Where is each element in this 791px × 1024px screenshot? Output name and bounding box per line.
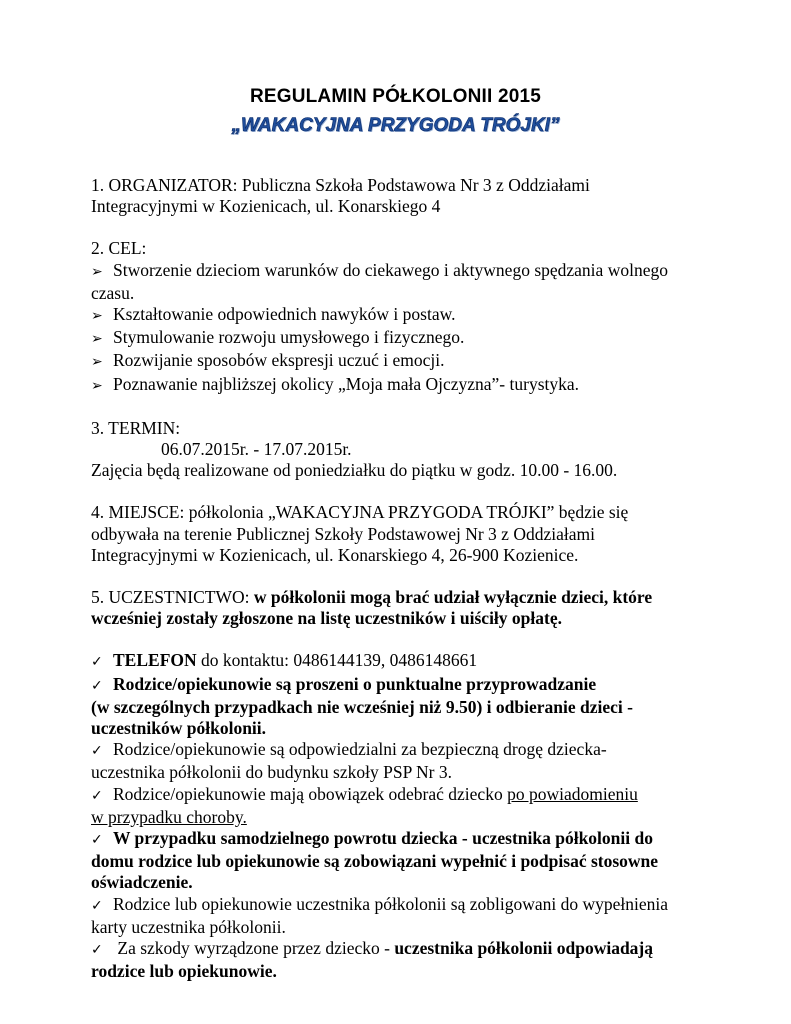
arrow-bullet-icon: ➢: [91, 263, 103, 280]
phone-rule: [91, 650, 711, 673]
self-return-rule-line-3: oświadczenie.: [91, 872, 193, 893]
place-line-2: odbywała na terenie Publicznej Szkoły Podstawowej Nr 3 z Oddziałami: [91, 523, 595, 544]
goal-item: ➢ Stworzenie dzieciom warunków do ciekawego i aktywnego spędzania wolnego: [91, 260, 711, 283]
document-body: [91, 175, 711, 983]
term-hours: Zajęcia będą realizowane od poniedziałku do piątku w godz. 10.00 - 16.00.: [91, 460, 618, 481]
checkmark-icon: ✓: [91, 897, 103, 914]
goal-item: ➢ Stymulowanie rozwoju umysłowego i fizycznego.: [91, 327, 711, 350]
document-title: REGULAMIN PÓŁKOLONII 2015: [249, 86, 542, 107]
checkmark-icon: ✓: [91, 743, 103, 760]
safety-rule: ✓ Rodzice/opiekunowie są odpowiedzialni za bezpieczną drogę dziecka-: [91, 739, 711, 762]
phone-label: TELEFON: [113, 650, 197, 671]
self-return-rule-line-2: domu rodzice lub opiekunowie są zobowiązani wypełnić i podpisać stosowne: [91, 851, 659, 872]
checkmark-icon: ✓: [91, 832, 103, 849]
goal-item: ➢ Poznawanie najbliższej okolicy „Moja mała Ojczyzna”- turystyka.: [91, 374, 711, 397]
participation-line-2: wcześniej zostały zgłoszone na listę uczestników i uiściły opłatę.: [91, 608, 562, 629]
punctual-rule-line-2: (w szczególnych przypadkach nie wcześniej niż 9.50) i odbieranie dzieci -: [91, 696, 633, 717]
punctual-rule: ✓ Rodzice/opiekunowie są proszeni o punktualne przyprowadzanie: [91, 674, 711, 697]
organizer-line-2: Integracyjnymi w Kozienicach, ul. Konarskiego 4: [91, 196, 441, 217]
participation-label: 5. UCZESTNICTWO:: [91, 587, 254, 608]
goal-heading: 2. CEL:: [91, 238, 147, 259]
checkmark-icon: ✓: [91, 654, 103, 671]
illness-rule-line-2: w przypadku choroby.: [91, 806, 247, 827]
arrow-bullet-icon: ➢: [91, 377, 103, 394]
damage-rule: ✓ Za szkody wyrządzone przez dziecko - uczestnika półkolonii odpowiadają: [91, 938, 711, 961]
punctual-rule-line-3: uczestników półkolonii.: [91, 718, 267, 739]
goal-item: ➢ Rozwijanie sposobów ekspresji uczuć i emocji.: [91, 350, 711, 373]
phone-numbers: do kontaktu: 0486144139, 0486148661: [196, 650, 478, 671]
safety-rule-line-2: uczestnika półkolonii do budynku szkoły PSP Nr 3.: [91, 762, 453, 783]
card-rule-line-2: karty uczestnika półkolonii.: [91, 916, 286, 937]
place-line-3: Integracyjnymi w Kozienicach, ul. Konarskiego 4, 26-900 Kozienice.: [91, 544, 579, 565]
damage-rule-line-2: rodzice lub opiekunowie.: [91, 961, 277, 982]
place-line-1: 4. MIEJSCE: półkolonia „WAKACYJNA PRZYGODA TRÓJKI” będzie się: [91, 502, 629, 523]
self-return-rule: ✓ W przypadku samodzielnego powrotu dziecka - uczestnika półkolonii do: [91, 828, 711, 851]
illness-underlined: po powiadomieniu: [507, 783, 638, 804]
participation-bold-1: w półkolonii mogą brać udział wyłącznie dzieci, które: [253, 587, 653, 608]
goal-item-continuation: czasu.: [91, 282, 135, 303]
damage-bold: uczestnika półkolonii odpowiadają: [394, 938, 653, 959]
checkmark-icon: ✓: [91, 677, 103, 694]
participation-line-1: [91, 587, 711, 608]
document-subtitle: „WAKACYJNA PRZYGODA TRÓJKI”: [231, 115, 560, 136]
checkmark-icon: ✓: [91, 942, 103, 959]
card-rule: ✓ Rodzice lub opiekunowie uczestnika półkolonii są zobligowani do wypełnienia: [91, 894, 711, 917]
term-heading: 3. TERMIN:: [91, 417, 181, 438]
arrow-bullet-icon: ➢: [91, 354, 103, 371]
organizer-line-1: 1. ORGANIZATOR: Publiczna Szkoła Podstawowa Nr 3 z Oddziałami: [91, 175, 590, 195]
checkmark-icon: ✓: [91, 787, 103, 804]
arrow-bullet-icon: ➢: [91, 331, 103, 348]
arrow-bullet-icon: ➢: [91, 308, 103, 325]
illness-rule: ✓ Rodzice/opiekunowie mają obowiązek odebrać dziecko po powiadomieniu: [91, 784, 711, 807]
term-dates: 06.07.2015r. - 17.07.2015r.: [161, 439, 352, 460]
goal-item: ➢ Kształtowanie odpowiednich nawyków i postaw.: [91, 304, 711, 327]
